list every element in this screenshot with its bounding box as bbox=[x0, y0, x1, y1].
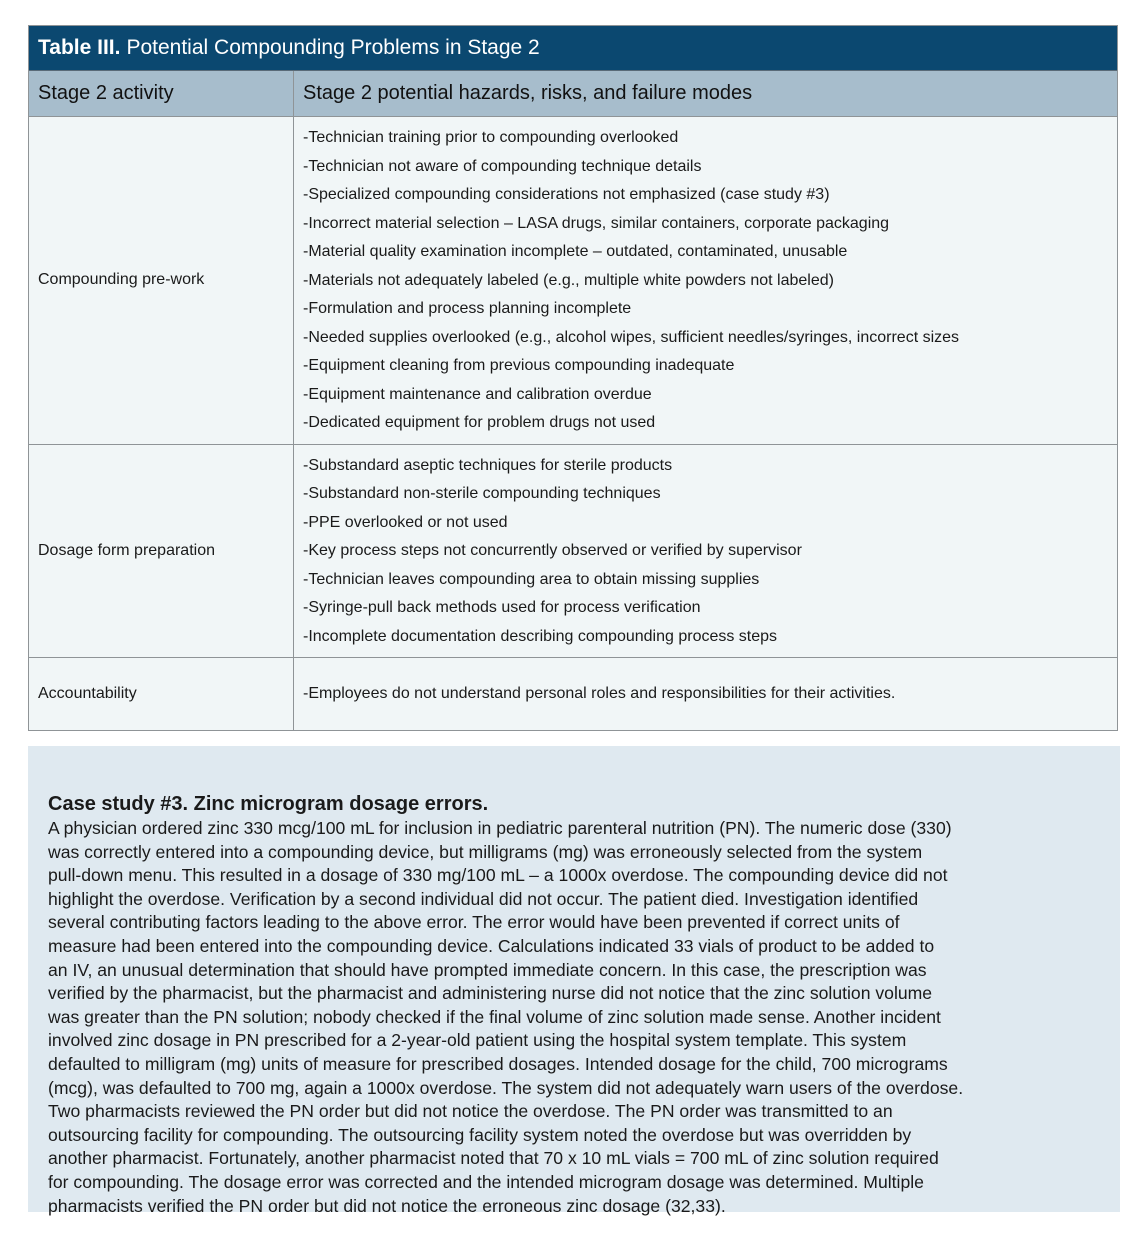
hazard-item: -PPE overlooked or not used bbox=[303, 513, 508, 531]
hazards-cell: -Employees do not understand personal roles and responsibilities for their activities. bbox=[294, 658, 1118, 731]
hazard-item: -Equipment maintenance and calibration overdue bbox=[303, 385, 652, 403]
hazard-item: -Technician training prior to compounding overlooked bbox=[303, 129, 679, 146]
hazards-cell bbox=[294, 117, 1118, 445]
case-study-title: Case study #3. Zinc microgram dosage errors. bbox=[48, 793, 489, 815]
case-study-line: (mcg), was defaulted to 700 mg, again a 1000x overdose. The system did not adequately warn users of the overdose. bbox=[48, 1077, 964, 1098]
hazard-item: -Incorrect material selection – LASA drugs, similar containers, corporate packaging bbox=[303, 214, 890, 232]
hazard-item: -Dedicated equipment for problem drugs not used bbox=[303, 414, 656, 431]
case-study-line: was correctly entered into a compounding device, but milligrams (mg) was erroneously selected from the system bbox=[48, 841, 923, 862]
activity-cell: Accountability bbox=[29, 658, 294, 731]
case-study-line: measure had been entered into the compounding device. Calculations indicated 33 vials of product to be added to bbox=[48, 935, 935, 956]
table-row bbox=[29, 444, 1117, 658]
hazard-item: -Formulation and process planning incomplete bbox=[303, 300, 632, 317]
case-study-line: was greater than the PN solution; nobody checked if the final volume of zinc solution made sense. Another incident bbox=[48, 1006, 941, 1027]
hazard-item: -Substandard aseptic techniques for sterile products bbox=[303, 456, 673, 474]
case-study-line: another pharmacist. Fortunately, another pharmacist noted that 70 x 10 mL vials = 700 mL of zinc solution required bbox=[48, 1148, 939, 1169]
hazard-item: -Substandard non-sterile compounding techniques bbox=[303, 485, 661, 502]
case-study-line: involved zinc dosage in PN prescribed for a 2-year-old patient using the hospital system template. This system bbox=[48, 1030, 907, 1051]
case-study-line: several contributing factors leading to the above error. The error would have been prevented if correct units of bbox=[48, 912, 900, 933]
case-study-line: an IV, an unusual determination that should have prompted immediate concern. In this case, the prescription was bbox=[48, 959, 927, 980]
hazard-item: -Material quality examination incomplete – outdated, contaminated, unusable bbox=[303, 243, 848, 260]
hazards-cell bbox=[294, 444, 1118, 658]
table-title-text: Potential Compounding Problems in Stage 2 bbox=[126, 36, 540, 59]
activity-cell: Compounding pre-work bbox=[29, 117, 294, 445]
table-row bbox=[29, 117, 1117, 445]
hazard-item: -Technician not aware of compounding technique details bbox=[303, 157, 702, 175]
hazard-item: -Equipment cleaning from previous compounding inadequate bbox=[303, 357, 735, 374]
case-study-line: defaulted to milligram (mg) units of measure for prescribed dosages. Intended dosage for the child, 700 micrograms bbox=[48, 1053, 948, 1074]
case-study-line: A physician ordered zinc 330 mcg/100 mL for inclusion in pediatric parenteral nutrition (PN). The numeric dose (330) bbox=[48, 818, 952, 838]
column-header-activity: Stage 2 activity bbox=[29, 71, 294, 117]
hazard-item: -Key process steps not concurrently observed or verified by supervisor bbox=[303, 542, 802, 559]
hazard-item: -Specialized compounding considerations not emphasized (case study #3) bbox=[303, 186, 830, 203]
hazard-item: -Technician leaves compounding area to obtain missing supplies bbox=[303, 570, 760, 588]
case-study-line: highlight the overdose. Verification by a second individual did not occur. The patient died. Investigation identified bbox=[48, 888, 919, 909]
case-study-line: verified by the pharmacist, but the pharmacist and administering nurse did not notice that the zinc solution volume bbox=[48, 983, 933, 1004]
case-study-line: pharmacists verified the PN order but did not notice the erroneous zinc dosage (32,33). bbox=[48, 1195, 726, 1216]
hazard-item: -Syringe-pull back methods used for process verification bbox=[303, 599, 701, 616]
table-row bbox=[29, 658, 1117, 731]
hazard-item: -Materials not adequately labeled (e.g., multiple white powders not labeled) bbox=[303, 271, 834, 289]
case-study-line: Two pharmacists reviewed the PN order but did not notice the overdose. The PN order was transmitted to an bbox=[48, 1101, 893, 1122]
case-study-line: for compounding. The dosage error was corrected and the intended microgram dosage was determined. Multiple bbox=[48, 1171, 924, 1192]
hazard-item: -Incomplete documentation describing compounding process steps bbox=[303, 627, 778, 645]
header-row bbox=[29, 71, 1117, 117]
case-study-body bbox=[48, 817, 1100, 1218]
table-body bbox=[29, 71, 1117, 730]
hazards-table bbox=[28, 25, 1118, 731]
activity-cell: Dosage form preparation bbox=[29, 444, 294, 658]
hazard-item: -Needed supplies overlooked (e.g., alcohol wipes, sufficient needles/syringes, incorrect sizes bbox=[303, 328, 960, 346]
case-study-box bbox=[28, 746, 1120, 1216]
column-header-hazards: Stage 2 potential hazards, risks, and failure modes bbox=[294, 71, 1118, 117]
case-study-line: pull-down menu. This resulted in a dosage of 330 mg/100 mL – a 1000x overdose. The compounding device did not bbox=[48, 865, 948, 886]
table-title-label: Table III. bbox=[38, 36, 121, 59]
case-study-line: outsourcing facility for compounding. The outsourcing facility system noted the overdose but was overridden by bbox=[48, 1124, 912, 1145]
table-title bbox=[29, 26, 1117, 71]
